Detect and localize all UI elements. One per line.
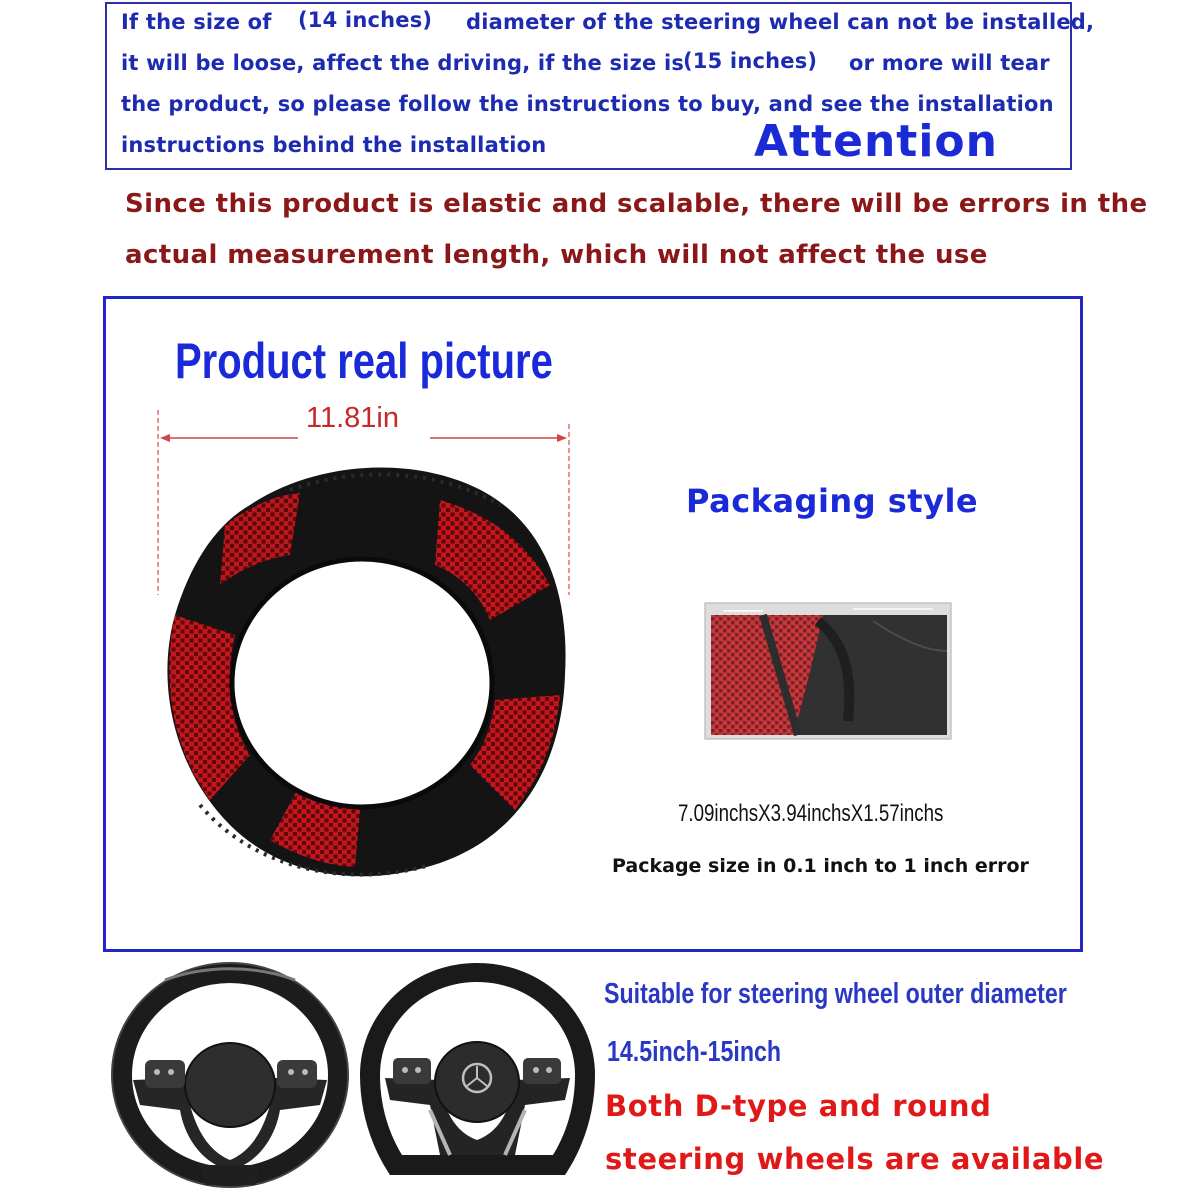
fit-wheel-types-line1: Both D-type and round (605, 1089, 992, 1123)
fit-diameter-range: 14.5inch-15inch (607, 1036, 782, 1068)
notice-line4: instructions behind the installation (121, 133, 547, 157)
warning-line1: Since this product is elastic and scalable, there will be errors in the (125, 189, 1148, 219)
width-dimension-label: 11.81in (306, 402, 399, 434)
attention-heading: Attention (754, 116, 998, 167)
notice-line1-start: If the size of (121, 10, 272, 34)
package-dimensions: 7.09inchsX3.94inchsX1.57inchs (678, 800, 944, 827)
fit-description-line1: Suitable for steering wheel outer diameter (604, 978, 1067, 1010)
packaging-style-title: Packaging style (686, 482, 979, 520)
notice-line2-start: it will be loose, affect the driving, if the size is (121, 51, 685, 75)
warning-line2: actual measurement length, which will not affect the use (125, 240, 988, 270)
notice-size-15: (15 inches) (683, 49, 818, 73)
notice-line3: the product, so please follow the instructions to buy, and see the installation (121, 92, 1054, 116)
d-type-steering-wheel-image (355, 960, 600, 1190)
notice-size-14: (14 inches) (298, 8, 433, 32)
fit-wheel-types-line2: steering wheels are available (605, 1142, 1105, 1176)
product-picture-title: Product real picture (175, 333, 553, 389)
steering-wheel-cover-image (140, 445, 580, 895)
round-steering-wheel-image (105, 960, 355, 1190)
notice-line1-end: diameter of the steering wheel can not be installed, (466, 10, 1095, 34)
package-size-error-note: Package size in 0.1 inch to 1 inch error (612, 855, 1029, 877)
notice-line2-end: or more will tear (849, 51, 1050, 75)
packaged-product-image (703, 601, 953, 741)
